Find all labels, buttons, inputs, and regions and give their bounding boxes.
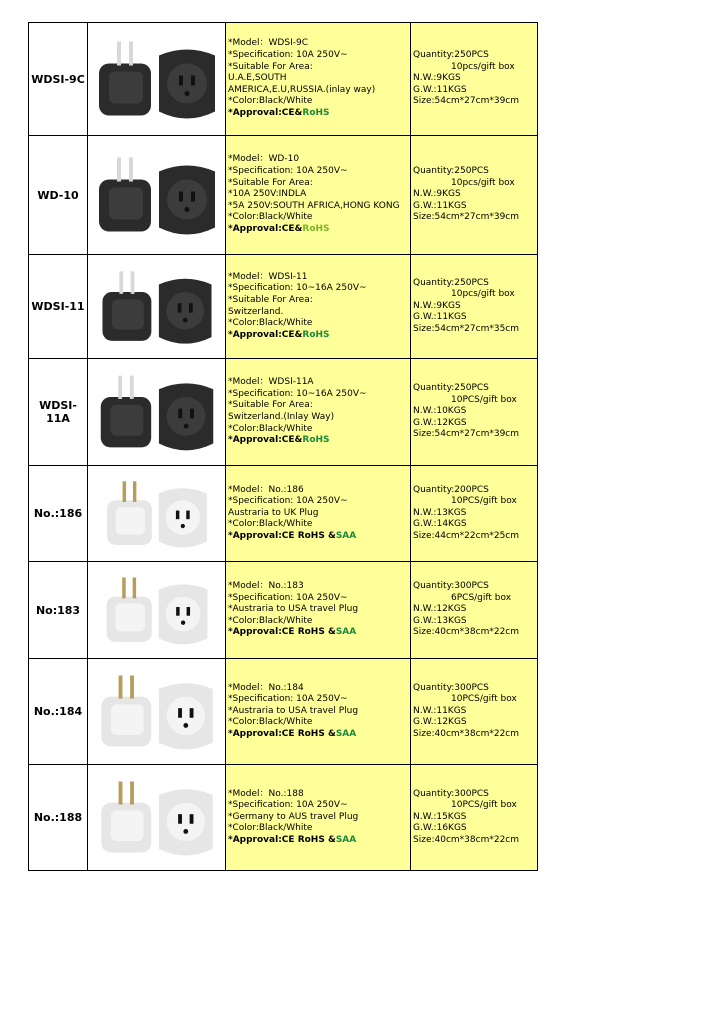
approval-mark: SAA <box>335 530 357 541</box>
carton-size-text: Size:40cm*38cm*22cm <box>413 627 520 638</box>
packing-cell <box>411 255 538 359</box>
spec-line: *Specification: 10~16A 250V~ <box>228 283 367 294</box>
product-photo <box>93 260 221 354</box>
model-label: WDSI-11A <box>29 359 88 466</box>
carton-size-text: Size:54cm*27cm*39cm <box>413 212 520 223</box>
product-image-cell <box>88 765 226 871</box>
gift-box-text: 10PCS/gift box <box>451 496 517 507</box>
product-photo <box>93 28 221 131</box>
spec-line: *Model：No.:183 <box>228 581 304 592</box>
spec-line: *Specification: 10A 250V~ <box>228 50 348 61</box>
carton-size-text: Size:40cm*38cm*22cm <box>413 728 520 739</box>
spec-line: *Austraria to USA travel Plug <box>228 604 359 615</box>
gift-box-text: 10pcs/gift box <box>451 177 515 188</box>
spec-line: *Model：No.:188 <box>228 788 304 799</box>
gross-weight-text: G.W.:11KGS <box>413 84 467 95</box>
carton-size-text: Size:40cm*38cm*22cm <box>413 834 520 845</box>
model-label: No.:184 <box>29 659 88 765</box>
spec-line: *Color:Black/White <box>228 615 313 626</box>
spec-line: *Specification: 10A 250V~ <box>228 694 348 705</box>
approval-prefix: *Approval:CE RoHS & <box>228 728 336 739</box>
model-label: WDSI-11 <box>29 255 88 359</box>
spec-cell <box>226 562 411 659</box>
product-image-cell <box>88 659 226 765</box>
spec-line: Switzerland. <box>228 306 284 317</box>
approval-prefix: *Approval:CE& <box>228 223 303 234</box>
spec-line: *Model：WD-10 <box>228 154 300 165</box>
spec-line: *Color:Black/White <box>228 717 313 728</box>
approval-mark: RoHS <box>302 107 330 118</box>
gross-weight-text: G.W.:13KGS <box>413 615 467 626</box>
spec-line: *Specification: 10~16A 250V~ <box>228 388 367 399</box>
product-photo <box>93 141 221 250</box>
spec-cell <box>226 255 411 359</box>
gift-box-text: 10pcs/gift box <box>451 289 515 300</box>
gross-weight-text: G.W.:14KGS <box>413 519 467 530</box>
spec-line: *Suitable For Area: <box>228 177 313 188</box>
table-row <box>29 255 538 359</box>
spec-line: *Specification: 10A 250V~ <box>228 166 348 177</box>
approval-line <box>228 835 410 847</box>
gift-box-text: 10PCS/gift box <box>451 394 517 405</box>
quantity-text: Quantity:200PCS <box>413 484 489 495</box>
approval-line <box>228 108 410 120</box>
gross-weight-text: G.W.:11KGS <box>413 200 467 211</box>
table-row <box>29 765 538 871</box>
net-weight-text: N.W.:11KGS <box>413 705 467 716</box>
quantity-text: Quantity:250PCS <box>413 383 489 394</box>
approval-line <box>228 330 410 342</box>
net-weight-text: N.W.:12KGS <box>413 604 467 615</box>
net-weight-text: N.W.:9KGS <box>413 73 461 84</box>
spec-line: Switzerland.(Inlay Way) <box>228 412 335 422</box>
spec-line: *Suitable For Area: <box>228 294 313 305</box>
spec-line: *Color:Black/White <box>228 423 313 434</box>
net-weight-text: N.W.:9KGS <box>413 189 461 200</box>
spec-line: *Model：WDSI-11 <box>228 271 308 282</box>
packing-cell <box>411 466 538 562</box>
product-photo <box>93 770 221 866</box>
spec-line: *10A 250V:INDLA <box>228 189 307 200</box>
table-row <box>29 136 538 255</box>
gross-weight-text: G.W.:16KGS <box>413 823 467 834</box>
gift-box-text: 6PCS/gift box <box>451 592 512 603</box>
approval-line <box>228 627 410 639</box>
spec-line: *5A 250V:SOUTH AFRICA,HONG KONG <box>228 200 400 211</box>
spec-line: *Specification: 10A 250V~ <box>228 800 348 811</box>
spec-line: Austraria to UK Plug <box>228 507 319 518</box>
net-weight-text: N.W.:10KGS <box>413 406 467 417</box>
carton-size-text: Size:54cm*27cm*39cm <box>413 429 520 440</box>
product-image-cell <box>88 466 226 562</box>
quantity-text: Quantity:250PCS <box>413 166 489 177</box>
product-image-cell <box>88 562 226 659</box>
approval-mark: SAA <box>335 834 357 845</box>
net-weight-text: N.W.:9KGS <box>413 300 461 311</box>
spec-line: *Specification: 10A 250V~ <box>228 592 348 603</box>
gift-box-text: 10PCS/gift box <box>451 694 517 705</box>
quantity-text: Quantity:300PCS <box>413 581 489 592</box>
product-table <box>28 22 538 871</box>
spec-line: U.A.E,SOUTH <box>228 73 287 84</box>
spec-cell <box>226 23 411 136</box>
packing-cell <box>411 765 538 871</box>
model-label: WD-10 <box>29 136 88 255</box>
product-image-cell <box>88 23 226 136</box>
approval-prefix: *Approval:CE RoHS & <box>228 834 336 845</box>
spec-line: *Specification: 10A 250V~ <box>228 496 348 507</box>
approval-line <box>228 531 410 543</box>
model-label: No.:186 <box>29 466 88 562</box>
gift-box-text: 10pcs/gift box <box>451 61 515 72</box>
model-label: WDSI-9C <box>29 23 88 136</box>
packing-cell <box>411 562 538 659</box>
spec-cell <box>226 136 411 255</box>
spec-line: *Model：WDSI-11A <box>228 377 314 388</box>
spec-cell <box>226 466 411 562</box>
approval-prefix: *Approval:CE& <box>228 435 303 446</box>
table-row <box>29 359 538 466</box>
table-row <box>29 23 538 136</box>
approval-prefix: *Approval:CE RoHS & <box>228 627 336 638</box>
net-weight-text: N.W.:15KGS <box>413 811 467 822</box>
product-photo <box>93 364 221 461</box>
net-weight-text: N.W.:13KGS <box>413 507 467 518</box>
model-label: No:183 <box>29 562 88 659</box>
spec-line: AMERICA,E.U,RUSSIA.(inlay way) <box>228 84 376 95</box>
carton-size-text: Size:54cm*27cm*39cm <box>413 96 520 107</box>
quantity-text: Quantity:300PCS <box>413 788 489 799</box>
quantity-text: Quantity:250PCS <box>413 50 489 61</box>
approval-prefix: *Approval:CE& <box>228 107 303 118</box>
approval-mark: RoHS <box>302 435 330 446</box>
spec-cell <box>226 765 411 871</box>
quantity-text: Quantity:300PCS <box>413 682 489 693</box>
approval-line <box>228 729 410 741</box>
gift-box-text: 10PCS/gift box <box>451 800 517 811</box>
gross-weight-text: G.W.:11KGS <box>413 312 467 323</box>
approval-line <box>228 435 410 447</box>
model-label: No.:188 <box>29 765 88 871</box>
quantity-text: Quantity:250PCS <box>413 277 489 288</box>
product-image-cell <box>88 359 226 466</box>
approval-mark: RoHS <box>302 223 330 234</box>
product-photo <box>93 567 221 654</box>
approval-line <box>228 224 410 236</box>
gross-weight-text: G.W.:12KGS <box>413 417 467 428</box>
spec-cell <box>226 359 411 466</box>
carton-size-text: Size:54cm*27cm*35cm <box>413 323 520 334</box>
spec-line: *Austraria to USA travel Plug <box>228 705 359 716</box>
spec-line: *Color:Black/White <box>228 212 313 223</box>
spec-line: *Color:Black/White <box>228 318 313 329</box>
product-photo <box>93 664 221 760</box>
table-row <box>29 659 538 765</box>
approval-prefix: *Approval:CE RoHS & <box>228 530 336 541</box>
approval-mark: SAA <box>335 728 357 739</box>
spec-line: *Color:Black/White <box>228 519 313 530</box>
spec-line: *Model：No.:186 <box>228 484 304 495</box>
gross-weight-text: G.W.:12KGS <box>413 717 467 728</box>
packing-cell <box>411 659 538 765</box>
packing-cell <box>411 136 538 255</box>
spec-line: *Color:Black/White <box>228 96 313 107</box>
packing-cell <box>411 359 538 466</box>
approval-mark: SAA <box>335 627 357 638</box>
spec-line: *Suitable For Area: <box>228 400 313 411</box>
spec-line: *Model：No.:184 <box>228 682 304 693</box>
spec-line: *Model：WDSI-9C <box>228 38 308 49</box>
product-photo <box>93 471 221 557</box>
spec-line: *Germany to AUS travel Plug <box>228 811 359 822</box>
product-image-cell <box>88 255 226 359</box>
spec-line: *Suitable For Area: <box>228 61 313 72</box>
carton-size-text: Size:44cm*22cm*25cm <box>413 530 520 541</box>
packing-cell <box>411 23 538 136</box>
spec-line: *Color:Black/White <box>228 823 313 834</box>
product-image-cell <box>88 136 226 255</box>
table-row <box>29 466 538 562</box>
table-row <box>29 562 538 659</box>
approval-mark: RoHS <box>302 329 330 340</box>
approval-prefix: *Approval:CE& <box>228 329 303 340</box>
spec-cell <box>226 659 411 765</box>
